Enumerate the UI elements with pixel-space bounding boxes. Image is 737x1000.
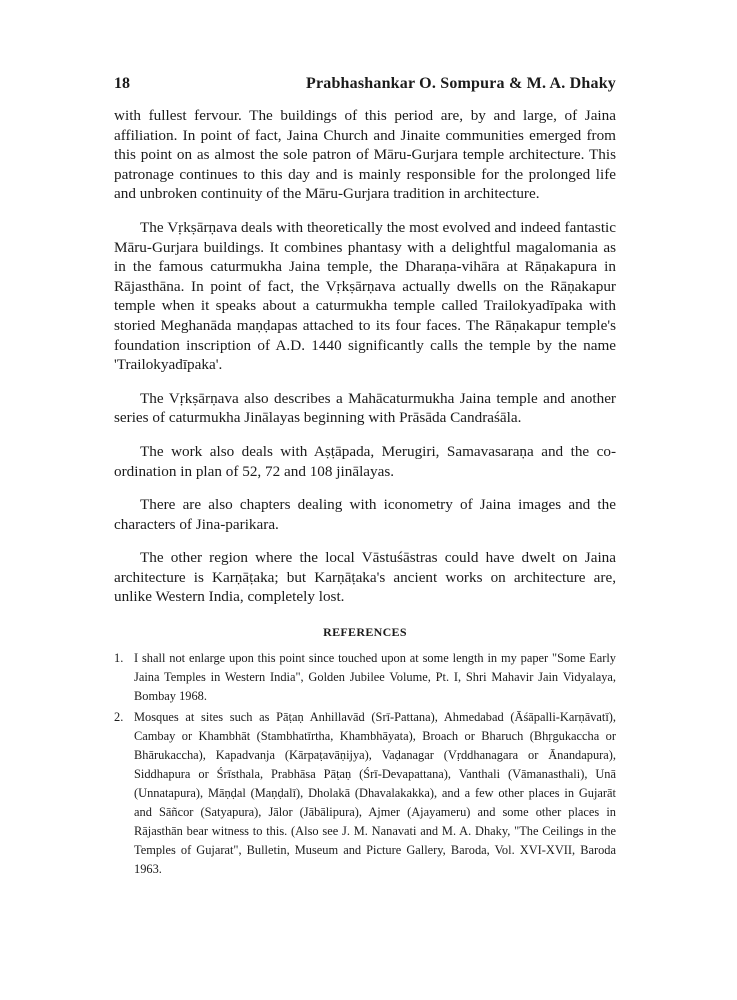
- reference-number: 1.: [114, 651, 124, 665]
- paragraph: The work also deals with Aṣṭāpada, Merugiri, Samavasaraṇa and the co-ordination in plan of 52, 72 and 108 jinālayas.: [114, 442, 616, 480]
- reference-item: [114, 649, 616, 706]
- body-text: [114, 106, 616, 607]
- page-header: [114, 75, 616, 97]
- paragraph: with fullest fervour. The buildings of this period are, by and large, of Jaina affiliation. In point of fact, Jaina Church and Jinaite communities emerged from this point on as almost the sole patron of Māru-Gurjara temple architecture. This patronage continues to this day and is mainly responsible for the prolonged life and unbroken continuity of the Māru-Gurjara tradition in architecture.: [114, 107, 616, 203]
- running-head: Prabhashankar O. Sompura & M. A. Dhaky: [305, 75, 616, 92]
- paragraph: There are also chapters dealing with iconometry of Jaina images and the characters of Jina-parikara.: [114, 496, 616, 533]
- references-heading: REFERENCES: [323, 625, 407, 639]
- reference-number: 2.: [114, 710, 124, 724]
- references-list: [114, 649, 616, 881]
- paragraph: The other region where the local Vāstuśāstras could have dwelt on Jaina architecture is Karṇāṭaka; but Karṇāṭaka's ancient works on architecture are, unlike Western India, completely lost.: [114, 549, 616, 606]
- paragraph: The Vṛkṣārṇava deals with theoretically the most evolved and indeed fantastic Māru-Gurjara buildings. It combines phantasy with a delightful magalomania as in the famous caturmukha Jaina temple, the Dharaṇa-vihāra at Rāṇakapura in Rājasthāna. In point of fact, the Vṛkṣārṇava actually dwells on the Rāṇakapur temple when it speaks about a caturmukha temple called Trailokyadīpaka with storied Meghanāda maṇḍapas attached to its four faces. The Rāṇakapur temple's foundation inscription of A.D. 1440 significantly calls the temple by the name 'Trailokyadīpaka'.: [114, 218, 616, 374]
- page-number: 18: [114, 75, 130, 92]
- reference-item: [114, 708, 616, 879]
- paragraph: The Vṛkṣārṇava also describes a Mahācaturmukha Jaina temple and another series of caturmukha Jinālayas beginning with Prāsāda Candraśāla.: [114, 389, 616, 427]
- reference-text: I shall not enlarge upon this point since touched upon at some length in my paper "Some Early Jaina Temples in Western India", Golden Jubilee Volume, Pt. I, Shri Mahavir Jain Vidyalaya, Bombay 1968.: [134, 651, 616, 703]
- reference-text: Mosques at sites such as Pāṭaṇ Anhillavād (Srī-Pattana), Ahmedabad (Āśāpalli-Karṇāvatī), Cambay or Khambhāt (Stambhatīrtha, Khambhāyata), Broach or Bharuch (Bhṛgukaccha or Bhārukaccha), Kapadvanja (Kārpaṭavāṇijya), Vaḍanagar (Vṛddhanagara or Ānandapura), Siddhapura or Śrīsthala, Prabhāsa Pāṭaṇ (Śrī-Devapattana), Vanthali (Vāmanasthali), Unā (Unnatapura), Māṇḍal (Maṇḍalī), Dholakā (Dhavalakakka), and a few other places in Gujarāt and Sāñcor (Satyapura), Jālor (Jābālipura), Ajmer (Ajayameru) and some other places in Rājasthān bear witness to this. (Also see J. M. Nanavati and M. A. Dhaky, "The Ceilings in the Temples of Gujarat", Bulletin, Museum and Picture Gallery, Baroda, Vol. XVI-XVII, Baroda 1963.: [134, 710, 616, 876]
